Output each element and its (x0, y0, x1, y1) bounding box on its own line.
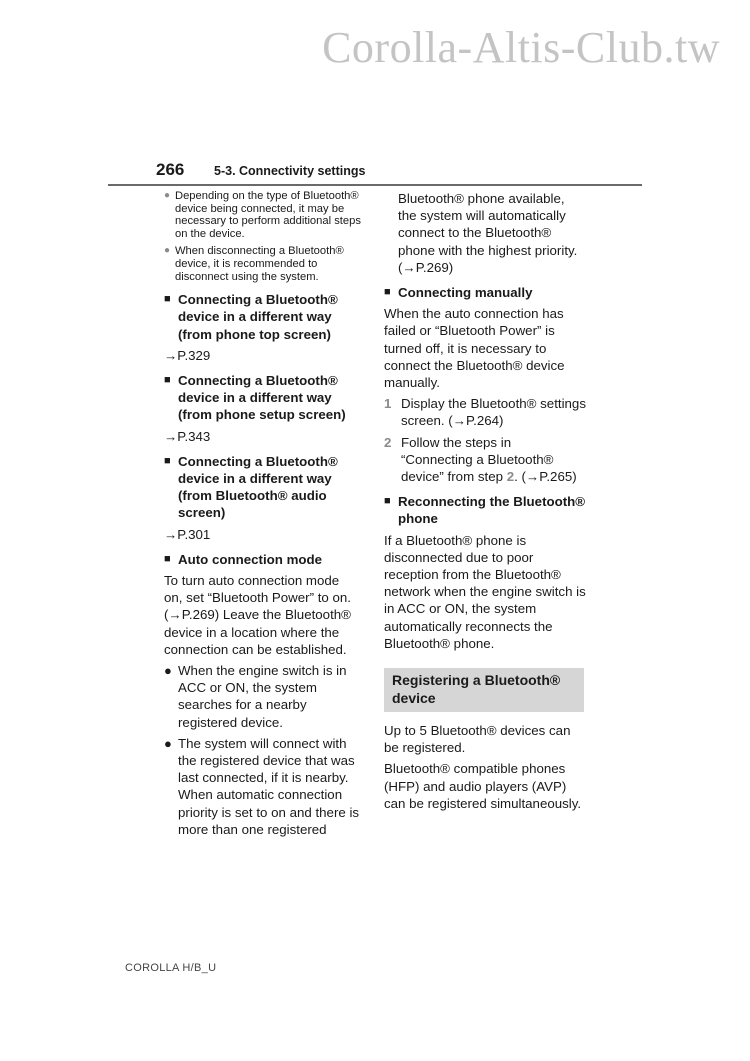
bullet-item (164, 735, 361, 838)
footer-model-code: COROLLA H/B_U (125, 962, 217, 974)
subheading-text: Connecting a Bluetooth® device in a different way (from Bluetooth® audio screen) (178, 453, 338, 521)
paragraph: To turn auto connection mode on, set “Bluetooth Power” to on. (→P.269) Leave the Bluetooth® device in a location where the connection can be established. (164, 573, 352, 657)
note-text: When disconnecting a Bluetooth® device, it is recommended to disconnect using the system. (175, 245, 344, 283)
left-column (164, 190, 361, 838)
subheading (164, 551, 361, 568)
page-header (108, 160, 642, 186)
bullet-text: The system will connect with the registered device that was last connected, if it is nearby. When automatic connection priority is set to on and there is more than one registered (178, 735, 360, 837)
square-bullet-icon: ■ (164, 293, 171, 306)
gray-bullet-icon: ● (164, 245, 171, 257)
step-number: 1 (384, 396, 392, 412)
paragraph: Bluetooth® compatible phones (HFP) and audio players (AVP) can be registered simultaneously. (384, 761, 582, 811)
subheading (384, 284, 586, 301)
note-text: Depending on the type of Bluetooth® device being connected, it may be necessary to perform additional steps on the device. (175, 190, 361, 240)
square-bullet-icon: ■ (384, 495, 391, 508)
paragraph: Up to 5 Bluetooth® devices can be registered. (384, 723, 571, 756)
section-title-box: Registering a Bluetooth® device (384, 668, 586, 712)
step-ref-number: 2 (506, 469, 515, 485)
subheading-text: Connecting a Bluetooth® device in a different way (from phone setup screen) (178, 372, 346, 423)
subheading (164, 291, 361, 343)
bullet-text: When the engine switch is in ACC or ON, the system searches for a nearby registered device. (178, 663, 347, 730)
subheading-text: Auto connection mode (178, 551, 323, 567)
page-number: 266 (156, 160, 185, 179)
subheading-text: Connecting manually (398, 285, 533, 301)
square-bullet-icon: ■ (164, 552, 171, 565)
step-text: Display the Bluetooth® settings screen. (→P.264) (401, 396, 586, 429)
bullet-item (164, 662, 361, 731)
step-text-a: Follow the steps in “Connecting a Bluetooth® device” from step (401, 434, 554, 485)
step-number: 2 (384, 434, 392, 450)
page-reference: →P.343 (164, 428, 211, 444)
paragraph: When the auto connection has failed or “Bluetooth Power” is turned off, it is necessary to connect the Bluetooth® device manually. (384, 306, 565, 391)
subheading (164, 372, 361, 424)
subheading-text: Reconnecting the Bluetooth® phone (398, 494, 586, 527)
step-text (401, 434, 586, 486)
watermark: Corolla-Altis-Club.tw (322, 23, 720, 72)
page-reference: →P.329 (164, 347, 211, 363)
black-bullet-icon: ● (164, 663, 172, 679)
note-item (164, 190, 361, 240)
header-rule (108, 184, 642, 186)
section-title: 5-3. Connectivity settings (214, 164, 366, 178)
right-column (384, 190, 586, 812)
square-bullet-icon: ■ (164, 373, 171, 386)
continued-bullet-text: Bluetooth® phone available, the system will automatically connect to the Bluetooth® phone with the highest priority. (→P.269) (398, 191, 578, 275)
step-text-b: . (→P.265) (514, 469, 577, 485)
note-item (164, 245, 361, 283)
square-bullet-icon: ■ (384, 286, 391, 299)
gray-bullet-icon: ● (164, 190, 171, 201)
step-item (384, 434, 586, 486)
square-bullet-icon: ■ (164, 454, 171, 467)
black-bullet-icon: ● (164, 735, 172, 751)
step-item (384, 395, 586, 429)
paragraph: If a Bluetooth® phone is disconnected due to poor reception from the Bluetooth® network when the engine switch is in ACC or ON, the system automatically reconnects the Bluetooth® phone. (384, 532, 586, 651)
subheading-text: Connecting a Bluetooth® device in a different way (from phone top screen) (178, 292, 338, 342)
subheading (384, 493, 586, 527)
subheading (164, 453, 361, 522)
page-reference: →P.301 (164, 526, 211, 542)
